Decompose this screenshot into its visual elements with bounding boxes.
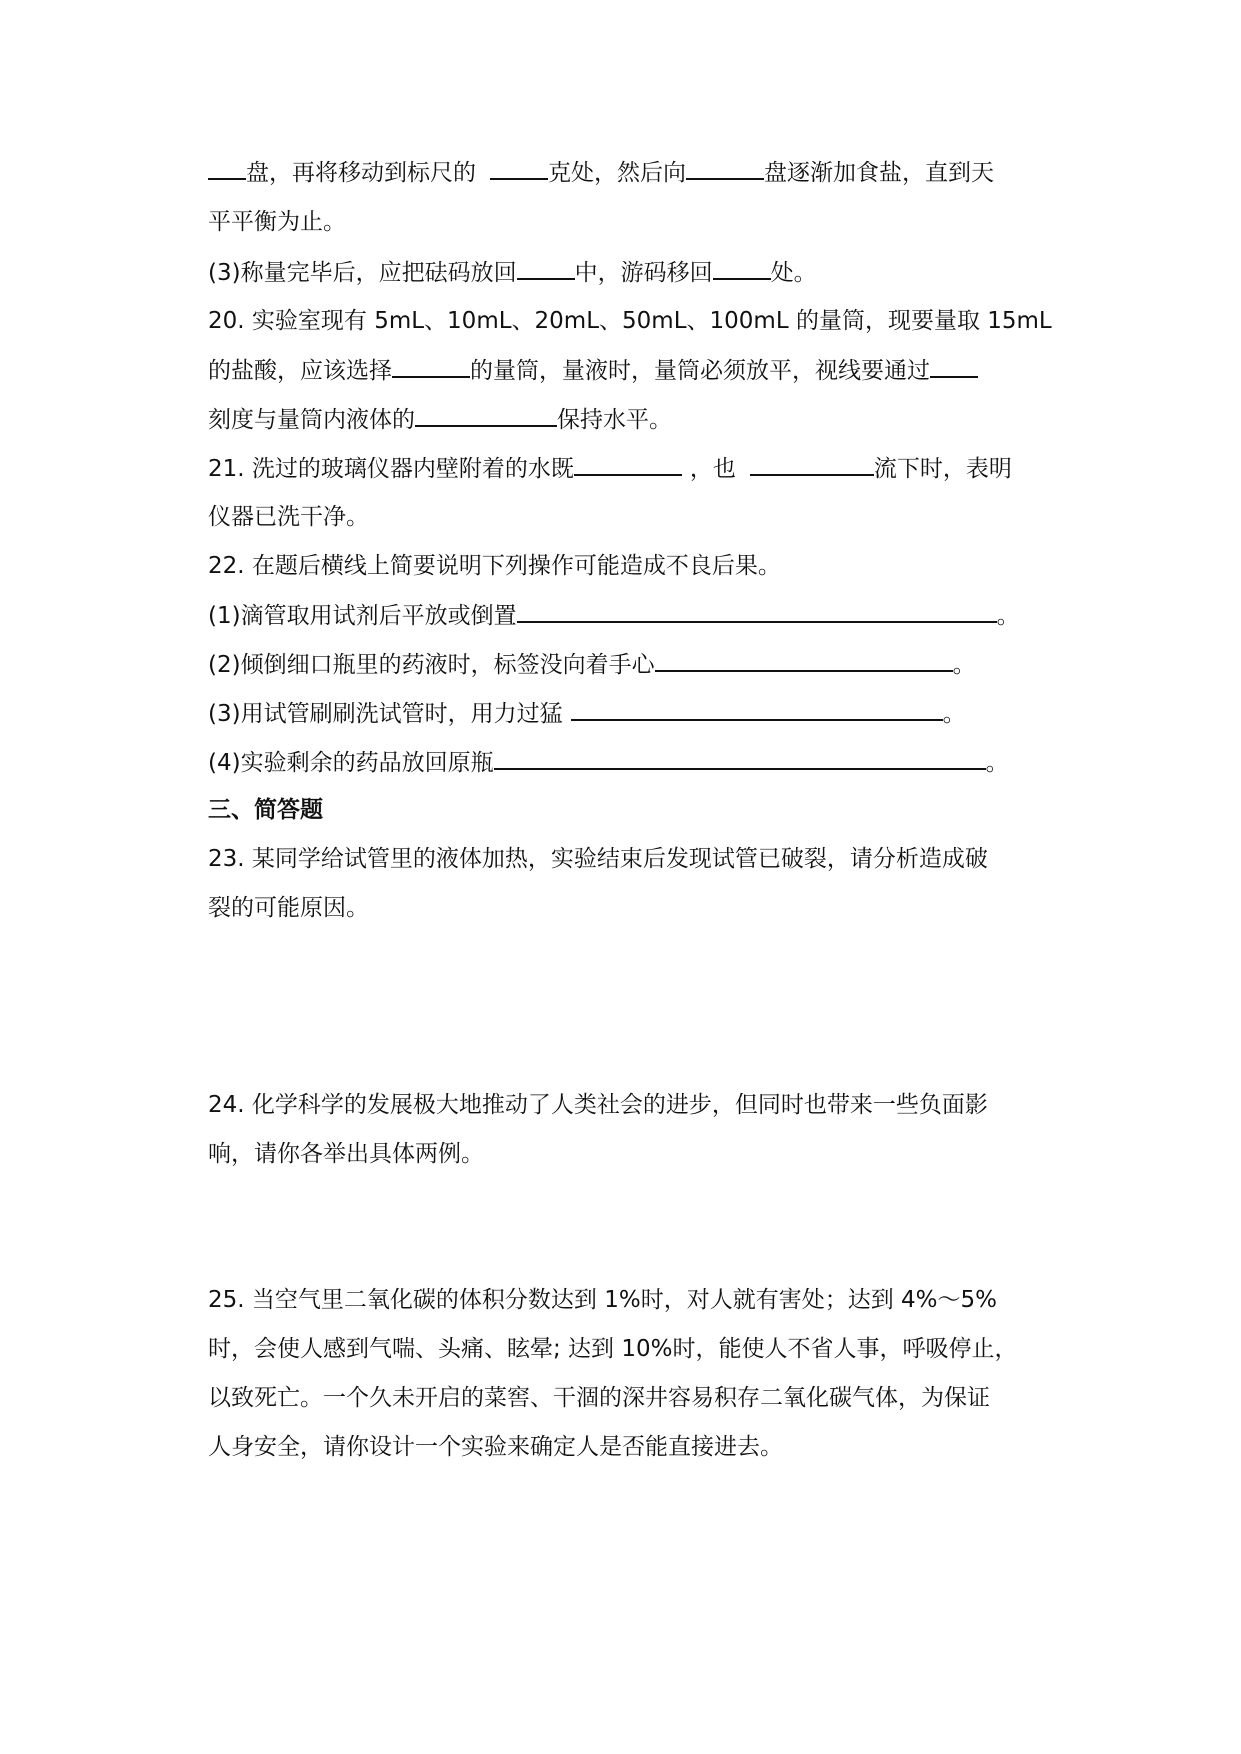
q25-line2: 时，会使人感到气喘、头痛、眩晕; 达到 10%时，能使人不省人事，呼吸停止， [208, 1336, 1018, 1362]
blank [517, 599, 997, 623]
q20-line2 [208, 354, 1068, 387]
text: (3)用试管刷刷洗试管时，用力过猛 [208, 701, 563, 727]
text: (1)滴管取用试剂后平放或倒置 [208, 603, 517, 629]
q23-line1: 23. 某同学给试管里的液体加热，实验结束后发现试管已破裂，请分析造成破 [208, 846, 988, 872]
blank [571, 697, 943, 721]
section-heading: 三、简答题 [208, 797, 323, 823]
text: 中，游码移回 [574, 260, 713, 286]
blank [713, 256, 771, 280]
q22-sub1 [208, 599, 1068, 632]
q23-line2: 裂的可能原因。 [208, 895, 369, 921]
text: ，也 [689, 456, 736, 482]
blank [686, 156, 764, 180]
q25-line3: 以致死亡。一个久未开启的菜窖、干涸的深井容易积存二氧化碳气体，为保证 [208, 1385, 990, 1411]
blank [517, 256, 575, 280]
text: 的盐酸，应该选择 [208, 358, 392, 384]
q20-line1: 20. 实验室现有 5mL、10mL、20mL、50mL、100mL 的量筒，现要量取 15mL [208, 308, 1052, 334]
blank [490, 156, 548, 180]
text: 。 [952, 652, 976, 678]
text: 保持水平。 [557, 407, 672, 433]
text: 处。 [770, 260, 817, 286]
q20-line3 [208, 403, 1068, 436]
q24-line2: 响，请你各举出具体两例。 [208, 1141, 484, 1167]
text: 流下时，表明 [873, 456, 1012, 482]
q22-sub3 [208, 697, 1068, 730]
q19-line3: 平平衡为止。 [208, 209, 346, 235]
text: (2)倾倒细口瓶里的药液时，标签没向着手心 [208, 652, 655, 678]
text: 克处，然后向 [548, 160, 686, 186]
blank [208, 156, 246, 180]
blank [392, 354, 470, 378]
blank [930, 354, 978, 378]
blank [494, 746, 986, 770]
q22-sub2 [208, 648, 1068, 681]
text: 。 [996, 603, 1020, 629]
text: 盘，再将移动到标尺的 [246, 160, 476, 186]
q19-line2 [208, 156, 1068, 189]
blank [415, 403, 557, 427]
q22-sub4 [208, 746, 1068, 779]
blank [574, 452, 682, 476]
text: (3)称量完毕后，应把砝码放回 [208, 260, 517, 286]
q19-sub3 [208, 256, 1068, 289]
text: 。 [985, 750, 1009, 776]
text: 盘逐渐加食盐，直到天 [764, 160, 994, 186]
text: (4)实验剩余的药品放回原瓶 [208, 750, 494, 776]
q25-line4: 人身安全，请你设计一个实验来确定人是否能直接进去。 [208, 1434, 783, 1460]
text: 的量筒，量液时，量筒必须放平，视线要通过 [470, 358, 930, 384]
text: 刻度与量筒内液体的 [208, 407, 415, 433]
blank [655, 648, 953, 672]
text: 21. 洗过的玻璃仪器内壁附着的水既 [208, 456, 574, 482]
blank [750, 452, 874, 476]
q21-line1 [208, 452, 1068, 485]
text: 。 [942, 701, 966, 727]
q22-line1: 22. 在题后横线上简要说明下列操作可能造成不良后果。 [208, 553, 781, 579]
q21-line2: 仪器已洗干净。 [208, 504, 369, 530]
q25-line1: 25. 当空气里二氧化碳的体积分数达到 1%时，对人就有害处；达到 4%～5% [208, 1287, 997, 1313]
q24-line1: 24. 化学科学的发展极大地推动了人类社会的进步，但同时也带来一些负面影 [208, 1092, 988, 1118]
